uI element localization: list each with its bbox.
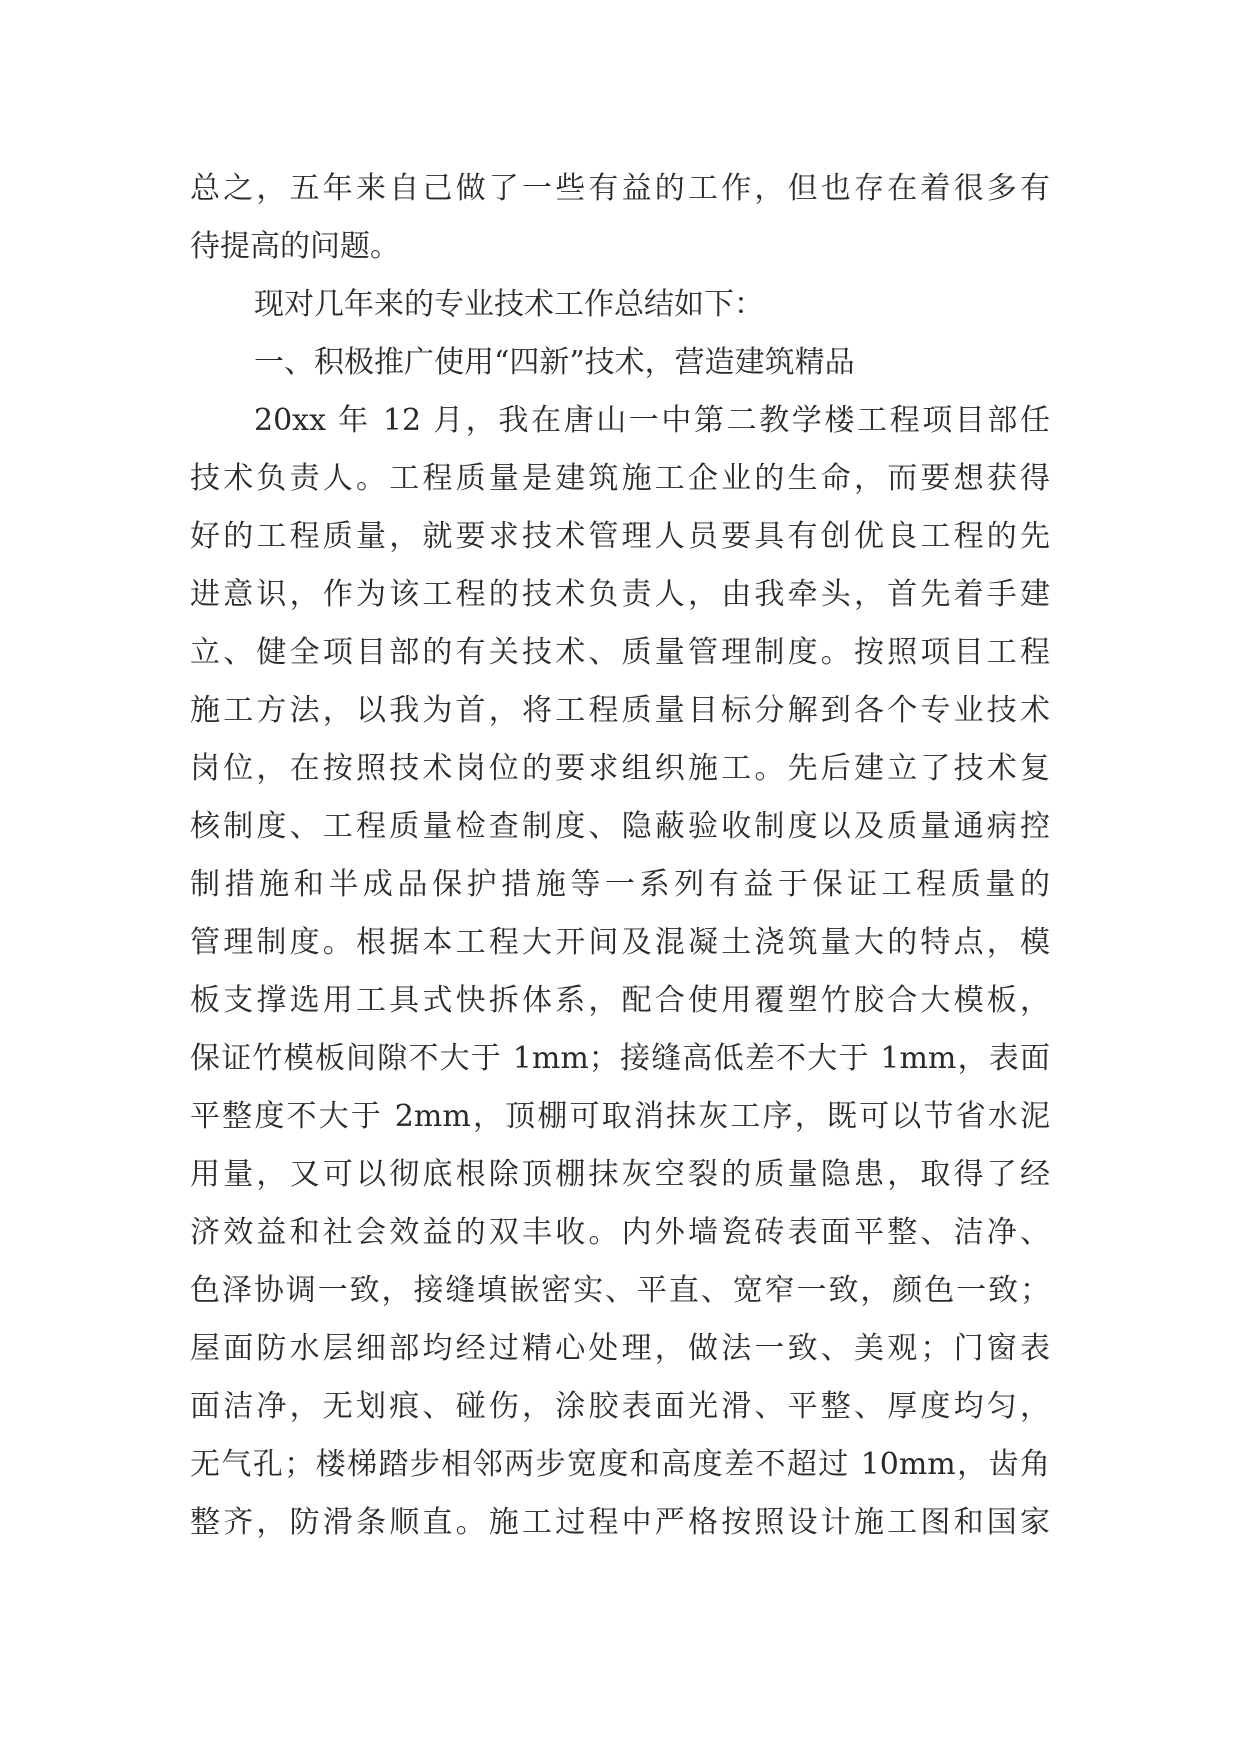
text-line: 板支撑选用工具式快拆体系，配合使用覆塑竹胶合大模板， <box>190 983 1050 1018</box>
text-line: 总之，五年来自己做了一些有益的工作，但也存在着很多有 <box>190 171 1050 206</box>
text-line: 管理制度。根据本工程大开间及混凝土浇筑量大的特点，模 <box>190 925 1050 960</box>
text-line: 立、健全项目部的有关技术、质量管理制度。按照项目工程 <box>190 635 1050 670</box>
text-line: 施工方法，以我为首，将工程质量目标分解到各个专业技术 <box>190 693 1050 728</box>
document-body <box>190 160 1050 1552</box>
text-line: 制措施和半成品保护措施等一系列有益于保证工程质量的 <box>190 867 1050 902</box>
text-line: 面洁净，无划痕、碰伤，涂胶表面光滑、平整、厚度均匀， <box>190 1389 1050 1424</box>
text-line: 无气孔；楼梯踏步相邻两步宽度和高度差不超过 10mm，齿角 <box>190 1447 1050 1482</box>
text-line: 现对几年来的专业技术工作总结如下： <box>254 287 764 322</box>
text-line: 用量，又可以彻底根除顶棚抹灰空裂的质量隐患，取得了经 <box>190 1157 1050 1192</box>
text-line: 整齐，防滑条顺直。施工过程中严格按照设计施工图和国家 <box>190 1505 1050 1540</box>
text-line: 平整度不大于 2mm，顶棚可取消抹灰工序，既可以节省水泥 <box>190 1099 1050 1134</box>
text-line: 核制度、工程质量检查制度、隐蔽验收制度以及质量通病控 <box>190 809 1050 844</box>
text-line: 待提高的问题。 <box>190 229 400 264</box>
text-line: 20xx 年 12 月，我在唐山一中第二教学楼工程项目部任 <box>254 403 1050 438</box>
section-heading: 一、积极推广使用“四新”技术，营造建筑精品 <box>254 345 855 380</box>
text-line: 技术负责人。工程质量是建筑施工企业的生命，而要想获得 <box>190 461 1050 496</box>
text-line: 好的工程质量，就要求技术管理人员要具有创优良工程的先 <box>190 519 1050 554</box>
text-line: 进意识，作为该工程的技术负责人，由我牵头，首先着手建 <box>190 577 1050 612</box>
text-line: 屋面防水层细部均经过精心处理，做法一致、美观；门窗表 <box>190 1331 1050 1366</box>
text-line: 保证竹模板间隙不大于 1mm；接缝高低差不大于 1mm，表面 <box>190 1041 1050 1076</box>
text-line: 济效益和社会效益的双丰收。内外墙瓷砖表面平整、洁净、 <box>190 1215 1050 1250</box>
text-line: 岗位，在按照技术岗位的要求组织施工。先后建立了技术复 <box>190 751 1050 786</box>
text-line: 色泽协调一致，接缝填嵌密实、平直、宽窄一致，颜色一致； <box>190 1273 1050 1308</box>
